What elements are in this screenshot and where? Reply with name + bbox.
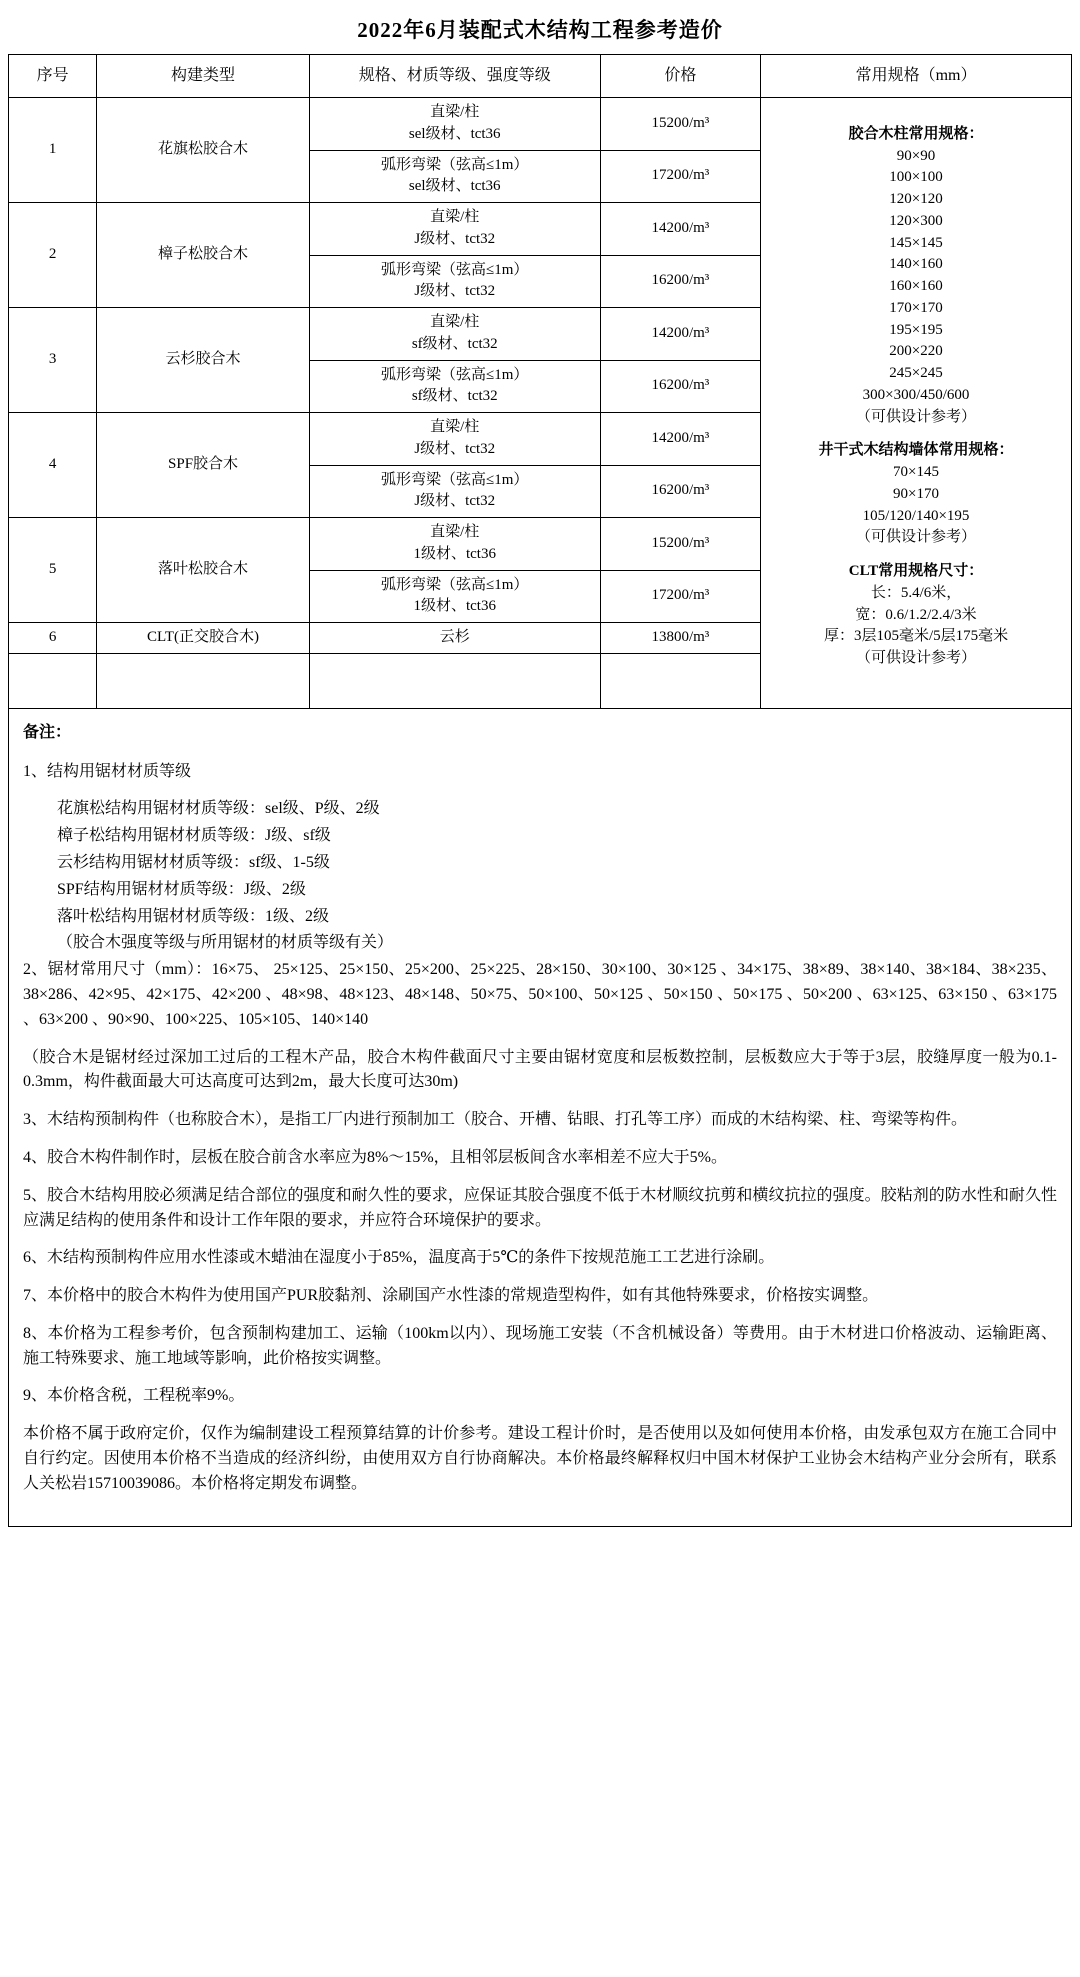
- note-paragraph: （胶合木强度等级与所用锯材的材质等级有关）: [57, 934, 394, 952]
- cell-spec: 弧形弯梁（弦高≤1m） J级材、tct32: [309, 465, 600, 518]
- cell-price: 14200/m³: [600, 203, 760, 256]
- common-spec-heading: CLT常用规格尺寸：: [848, 563, 984, 580]
- cell-spec: 弧形弯梁（弦高≤1m） sf级材、tct32: [309, 360, 600, 413]
- cell-type: 云杉胶合木: [97, 308, 310, 413]
- table-row: [9, 98, 1072, 151]
- cell-spec: 直梁/柱 J级材、tct32: [309, 413, 600, 466]
- cell-type: 落叶松胶合木: [97, 518, 310, 623]
- cell-spec: 直梁/柱 1级材、tct36: [309, 518, 600, 571]
- cell-common-specs: [761, 98, 1072, 709]
- cell-price: 16200/m³: [600, 465, 760, 518]
- note-paragraph: 花旗松结构用锯材材质等级：sel级、P级、2级: [57, 800, 380, 818]
- common-spec-line: 245×245: [889, 365, 943, 382]
- note-paragraph: SPF结构用锯材材质等级：J级、2级: [57, 880, 306, 898]
- common-spec-line: （可供设计参考）: [856, 408, 977, 425]
- common-spec-line: 145×145: [889, 234, 943, 251]
- common-spec-line: 厚：3层105毫米/5层175毫米: [823, 628, 1009, 645]
- common-spec-line: 120×120: [889, 191, 943, 208]
- common-spec-line: 170×170: [889, 299, 943, 316]
- cell-price: 14200/m³: [600, 413, 760, 466]
- cell-spec: 直梁/柱 sf级材、tct32: [309, 308, 600, 361]
- note-paragraph: 5、胶合木结构用胶必须满足结合部位的强度和耐久性的要求，应保证其胶合强度不低于木材顺纹抗剪和横纹抗拉的强度。胶粘剂的防水性和耐久性应满足结构的使用条件和设计工作年限的要求，并应符合环境保护的要求。: [23, 1186, 1057, 1229]
- cell-no: 4: [9, 413, 97, 518]
- common-spec-line: 105/120/140×195: [862, 507, 970, 524]
- common-spec-line: 长：5.4/6米，: [870, 584, 962, 601]
- cell-empty: [9, 653, 97, 708]
- cell-spec: 直梁/柱 sel级材、tct36: [309, 98, 600, 151]
- note-paragraph: 3、木结构预制构件（也称胶合木），是指工厂内进行预制加工（胶合、开槽、钻眼、打孔等工序）而成的木结构梁、柱、弯梁等构件。: [23, 1111, 968, 1129]
- cell-price: 15200/m³: [600, 518, 760, 571]
- common-spec-line: 300×300/450/600: [862, 386, 970, 403]
- common-spec-line: 140×160: [889, 256, 943, 273]
- page-title: 2022年6月装配式木结构工程参考造价: [357, 18, 723, 42]
- common-spec-heading: 井干式木结构墙体常用规格：: [818, 442, 1014, 459]
- cell-no: 2: [9, 203, 97, 308]
- note-paragraph: （胶合木是锯材经过深加工过后的工程木产品，胶合木构件截面尺寸主要由锯材宽度和层板数控制，层板数应大于等于3层，胶缝厚度一般为0.1-0.3mm，构件截面最大可达高度可达到2m，最大长度可达30m): [23, 1048, 1057, 1091]
- cell-spec: 弧形弯梁（弦高≤1m） sel级材、tct36: [309, 150, 600, 203]
- cell-price: 14200/m³: [600, 308, 760, 361]
- common-spec-line: （可供设计参考）: [856, 529, 977, 546]
- note-paragraph: 云杉结构用锯材材质等级：sf级、1-5级: [57, 853, 330, 871]
- cell-price: 15200/m³: [600, 98, 760, 151]
- common-spec-line: 90×170: [893, 485, 940, 502]
- note-paragraph: 8、本价格为工程参考价，包含预制构建加工、运输（100km以内）、现场施工安装（不含机械设备）等费用。由于木材进口价格波动、运输距离、施工特殊要求、施工地域等影响，此价格按实调整。: [23, 1324, 1057, 1367]
- cell-spec: 弧形弯梁（弦高≤1m） 1级材、tct36: [309, 570, 600, 623]
- common-spec-line: 120×300: [889, 212, 943, 229]
- notes-title: 备注：: [23, 723, 72, 741]
- common-spec-block: [763, 561, 1069, 670]
- common-spec-line: 195×195: [889, 321, 943, 338]
- column-header-common-spec: 常用规格（mm）: [761, 55, 1072, 98]
- cell-empty: [97, 653, 310, 708]
- cell-no: 5: [9, 518, 97, 623]
- common-spec-block: [763, 440, 1069, 549]
- note-paragraph: 7、本价格中的胶合木构件为使用国产PUR胶黏剂、涂刷国产水性漆的常规造型构件，如有其他特殊要求，价格按实调整。: [23, 1287, 879, 1305]
- note-paragraph: 9、本价格含税，工程税率9%。: [23, 1387, 245, 1405]
- table-body: [9, 98, 1072, 709]
- column-header-spec: 规格、材质等级、强度等级: [309, 55, 600, 98]
- cell-no: 3: [9, 308, 97, 413]
- cell-spec: 云杉: [309, 623, 600, 654]
- common-spec-heading: 胶合木柱常用规格：: [848, 125, 984, 142]
- cell-price: 13800/m³: [600, 623, 760, 654]
- cell-price: 16200/m³: [600, 255, 760, 308]
- common-spec-line: 100×100: [889, 169, 943, 186]
- notes-section: [8, 709, 1072, 1527]
- cell-type: 花旗松胶合木: [97, 98, 310, 203]
- common-spec-line: 90×90: [896, 147, 936, 164]
- cell-empty: [309, 653, 600, 708]
- note-paragraph: 樟子松结构用锯材材质等级：J级、sf级: [57, 827, 331, 845]
- cell-no: 6: [9, 623, 97, 654]
- cell-price: 17200/m³: [600, 150, 760, 203]
- column-header-price: 价格: [600, 55, 760, 98]
- column-header-no: 序号: [9, 55, 97, 98]
- note-paragraph: 本价格不属于政府定价，仅作为编制建设工程预算结算的计价参考。建设工程计价时，是否使用以及如何使用本价格，由发承包双方在施工合同中自行约定。因使用本价格不当造成的经济纠纷，由使用双方自行协商解决。本价格最终解释权归中国木材保护工业协会木结构产业分会所有，联系人关松岩15710039086。本价格将定期发布调整。: [23, 1425, 1057, 1492]
- column-header-type: 构建类型: [97, 55, 310, 98]
- note-paragraph: 4、胶合木构件制作时，层板在胶合前含水率应为8%～15%，且相邻层板间含水率相差不应大于5%。: [23, 1148, 727, 1166]
- cell-no: 1: [9, 98, 97, 203]
- table-header-row: [9, 55, 1072, 98]
- note-paragraph: 6、木结构预制构件应用水性漆或木蜡油在湿度小于85%，温度高于5℃的条件下按规范施工工艺进行涂刷。: [23, 1249, 775, 1267]
- cell-spec: 直梁/柱 J级材、tct32: [309, 203, 600, 256]
- cell-spec: 弧形弯梁（弦高≤1m） J级材、tct32: [309, 255, 600, 308]
- cell-price: 16200/m³: [600, 360, 760, 413]
- table-header: [9, 55, 1072, 98]
- note-paragraph: 落叶松结构用锯材材质等级：1级、2级: [57, 907, 330, 925]
- cell-type: 樟子松胶合木: [97, 203, 310, 308]
- cell-empty: [600, 653, 760, 708]
- common-spec-line: 70×145: [893, 464, 940, 481]
- common-spec-line: 宽：0.6/1.2/2.4/3米: [855, 606, 977, 623]
- price-table: [8, 54, 1072, 709]
- common-spec-line: （可供设计参考）: [856, 650, 977, 667]
- cell-price: 17200/m³: [600, 570, 760, 623]
- notes-body: [23, 760, 1057, 1497]
- cell-type: SPF胶合木: [97, 413, 310, 518]
- common-spec-block: [763, 124, 1069, 429]
- common-spec-line: 160×160: [889, 278, 943, 295]
- note-paragraph: 1、结构用锯材材质等级: [23, 762, 192, 780]
- note-paragraph: 2、锯材常用尺寸（mm）：16×75、 25×125、25×150、25×200、25×225、28×150、30×100、30×125 、34×175、38×89、38×140、38×184、38×235、38×286、42×95、42×175、42×200 、48×98、48×123、48×148、50×75、50×100、50×125 、50×150 、50×175 、50×200 、63×125、63×150 、63×175 、63×200 、90×90、100×225、105×105、140×140: [23, 961, 1057, 1028]
- cell-type: CLT(正交胶合木): [97, 623, 310, 654]
- common-spec-line: 200×220: [889, 343, 943, 360]
